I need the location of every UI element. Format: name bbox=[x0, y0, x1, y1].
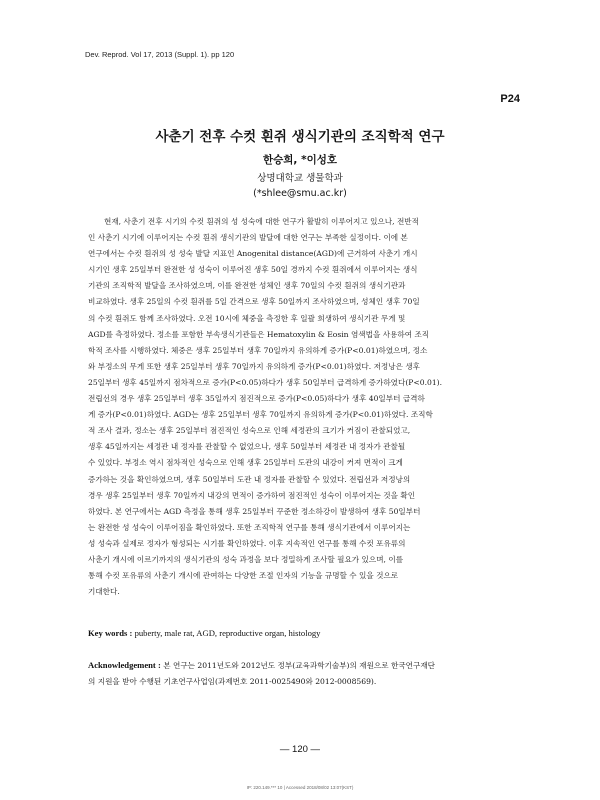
abstract-line: 수 있었다. 부정소 역시 점차적인 성숙으로 인해 생후 25일부터 도관의 내강이 커져 면적이 크게 bbox=[88, 458, 403, 468]
affiliation: 상명대학교 생물학과 bbox=[257, 173, 343, 184]
abstract-line: 인 사춘기 시기에 이루어지는 수컷 흰쥐 생식기관의 발달에 대한 연구는 부족한 실정이다. 이에 본 bbox=[88, 233, 408, 243]
abstract-line: 생후 45일까지는 세정관 내 정자를 관찰할 수 없었으나, 생후 50일부터 세정관 내 정자가 관찰될 bbox=[88, 442, 406, 452]
acknowledgement-text-2: 의 지원을 받아 수행된 기초연구사업임(과제번호 2011-0025490와 2012-0008569). bbox=[88, 677, 377, 686]
abstract-line: 는 완전한 성 성숙이 이루어짐을 확인하였다. 또한 조직학적 연구를 통해 생식기관에서 이루어지는 bbox=[88, 522, 411, 532]
abstract-line: 학적 조사를 시행하였다. 체중은 생후 25일부터 생후 70일까지 유의하게 증가(P<0.01)하였으며, 정소 bbox=[88, 345, 428, 355]
abstract-line: 현재, 사춘기 전후 시기의 수컷 흰쥐의 성 성숙에 대한 연구가 활발히 이루어지고 있으나, 전반적 bbox=[104, 217, 419, 226]
abstract-line: 25일부터 생후 45일까지 점차적으로 증가(P<0.05)하다가 생후 50일부터 급격하게 증가하였다(P<0.01). bbox=[88, 377, 443, 387]
abstract-line: 하였다. 본 연구에서는 AGD 측정을 통해 생후 25일부터 꾸준한 정소하강이 발생하여 생후 50일부터 bbox=[88, 506, 421, 516]
abstract-line: 게 증가(P<0.01)하였다. AGD는 생후 25일부터 생후 70일까지 유의하게 증가(P<0.01)하였다. 조직학 bbox=[88, 410, 433, 420]
acknowledgement-line-1 bbox=[88, 657, 516, 674]
paper-title: 사춘기 전후 수컷 흰쥐 생식기관의 조직학적 연구 bbox=[155, 129, 445, 145]
abstract-line: 비교하였다. 생후 25일의 수컷 흰쥐를 5일 간격으로 생후 50일까지 조사하였으며, 성체인 생후 70일 bbox=[88, 297, 420, 307]
journal-reference: Dev. Reprod. Vol 17, 2013 (Suppl. 1). pp 120 bbox=[85, 50, 235, 59]
abstract-line: 경우 생후 25일부터 생후 70일까지 내강의 면적이 증가하여 점진적인 성숙이 이루어지는 것을 확인 bbox=[88, 490, 416, 500]
abstract-line: 의 수컷 흰쥐도 함께 조사하였다. 오전 10시에 체중을 측정한 후 일괄 희생하여 생식기관 무게 및 bbox=[88, 313, 406, 323]
acknowledgement bbox=[88, 657, 516, 690]
abstract-line: AGD를 측정하였다. 정소를 포함한 부속생식기관들은 Hematoxylin & Eosin 염색법을 사용하여 조직 bbox=[88, 329, 430, 339]
abstract-line: 기대한다. bbox=[88, 587, 120, 597]
keywords-label: Key words : bbox=[88, 628, 133, 638]
abstract-body bbox=[88, 214, 516, 600]
abstract-line: 기관의 조직학적 발달을 조사하였으며, 이를 완전한 성체인 생후 70일의 수컷 흰쥐의 생식기관과 bbox=[88, 281, 406, 291]
acknowledgement-text-1: 본 연구는 2011년도와 2012년도 정부(교육과학기술부)의 재원으로 한국연구재단 bbox=[163, 661, 436, 670]
poster-id: P24 bbox=[500, 93, 520, 105]
abstract-line: 적 조사 결과, 정소는 생후 25일부터 점진적인 성숙으로 인해 세정관의 크기가 커짐이 관찰되었고, bbox=[88, 426, 411, 436]
abstract-line: 와 부정소의 무게 또한 생후 25일부터 생후 70일까지 유의하게 증가(P<0.01)하였다. 저정낭은 생후 bbox=[88, 361, 421, 371]
page-number: — 120 — bbox=[279, 744, 321, 755]
abstract-line: 성 성숙과 실제로 정자가 형성되는 시기를 확인하였다. 이후 지속적인 연구를 통해 수컷 포유류의 bbox=[88, 538, 406, 548]
keywords bbox=[88, 628, 516, 638]
access-footer: IP: 220.149.*** 10 | Accessed 2018/08/02 13:07(KST) bbox=[246, 785, 354, 790]
abstract-line: 사춘기 개시에 이르기까지의 생식기관의 성숙 과정을 보다 정밀하게 조사할 필요가 있으며, 이를 bbox=[88, 554, 404, 564]
abstract-line: 시기인 생후 25일부터 완전한 성 성숙이 이루어진 생후 50일 경까지 수컷 흰쥐에서 이루어지는 생식 bbox=[88, 265, 418, 275]
abstract-line: 연구에서는 수컷 흰쥐의 성 성숙 발달 지표인 Anogenital distance(AGD)에 근거하여 사춘기 개시 bbox=[88, 249, 418, 259]
abstract-line: 전립선의 경우 생후 25일부터 생후 35일까지 점진적으로 증가(P<0.05)하다가 생후 40일부터 급격하 bbox=[88, 394, 425, 404]
abstract-line: 통해 수컷 포유류의 사춘기 개시에 관여하는 다양한 조절 인자의 기능을 규명할 수 있을 것으로 bbox=[88, 571, 399, 581]
corresponding-email: (*shlee@smu.ac.kr) bbox=[253, 188, 347, 199]
abstract-line: 증가하는 것을 확인하였으며, 생후 50일부터 도관 내 정자를 관찰할 수 있었다. 전립선과 저정낭의 bbox=[88, 474, 411, 484]
acknowledgement-label: Acknowledgement : bbox=[88, 660, 161, 670]
keywords-text: puberty, male rat, AGD, reproductive organ, histology bbox=[134, 628, 321, 638]
authors: 한승희, *이성호 bbox=[263, 154, 337, 166]
